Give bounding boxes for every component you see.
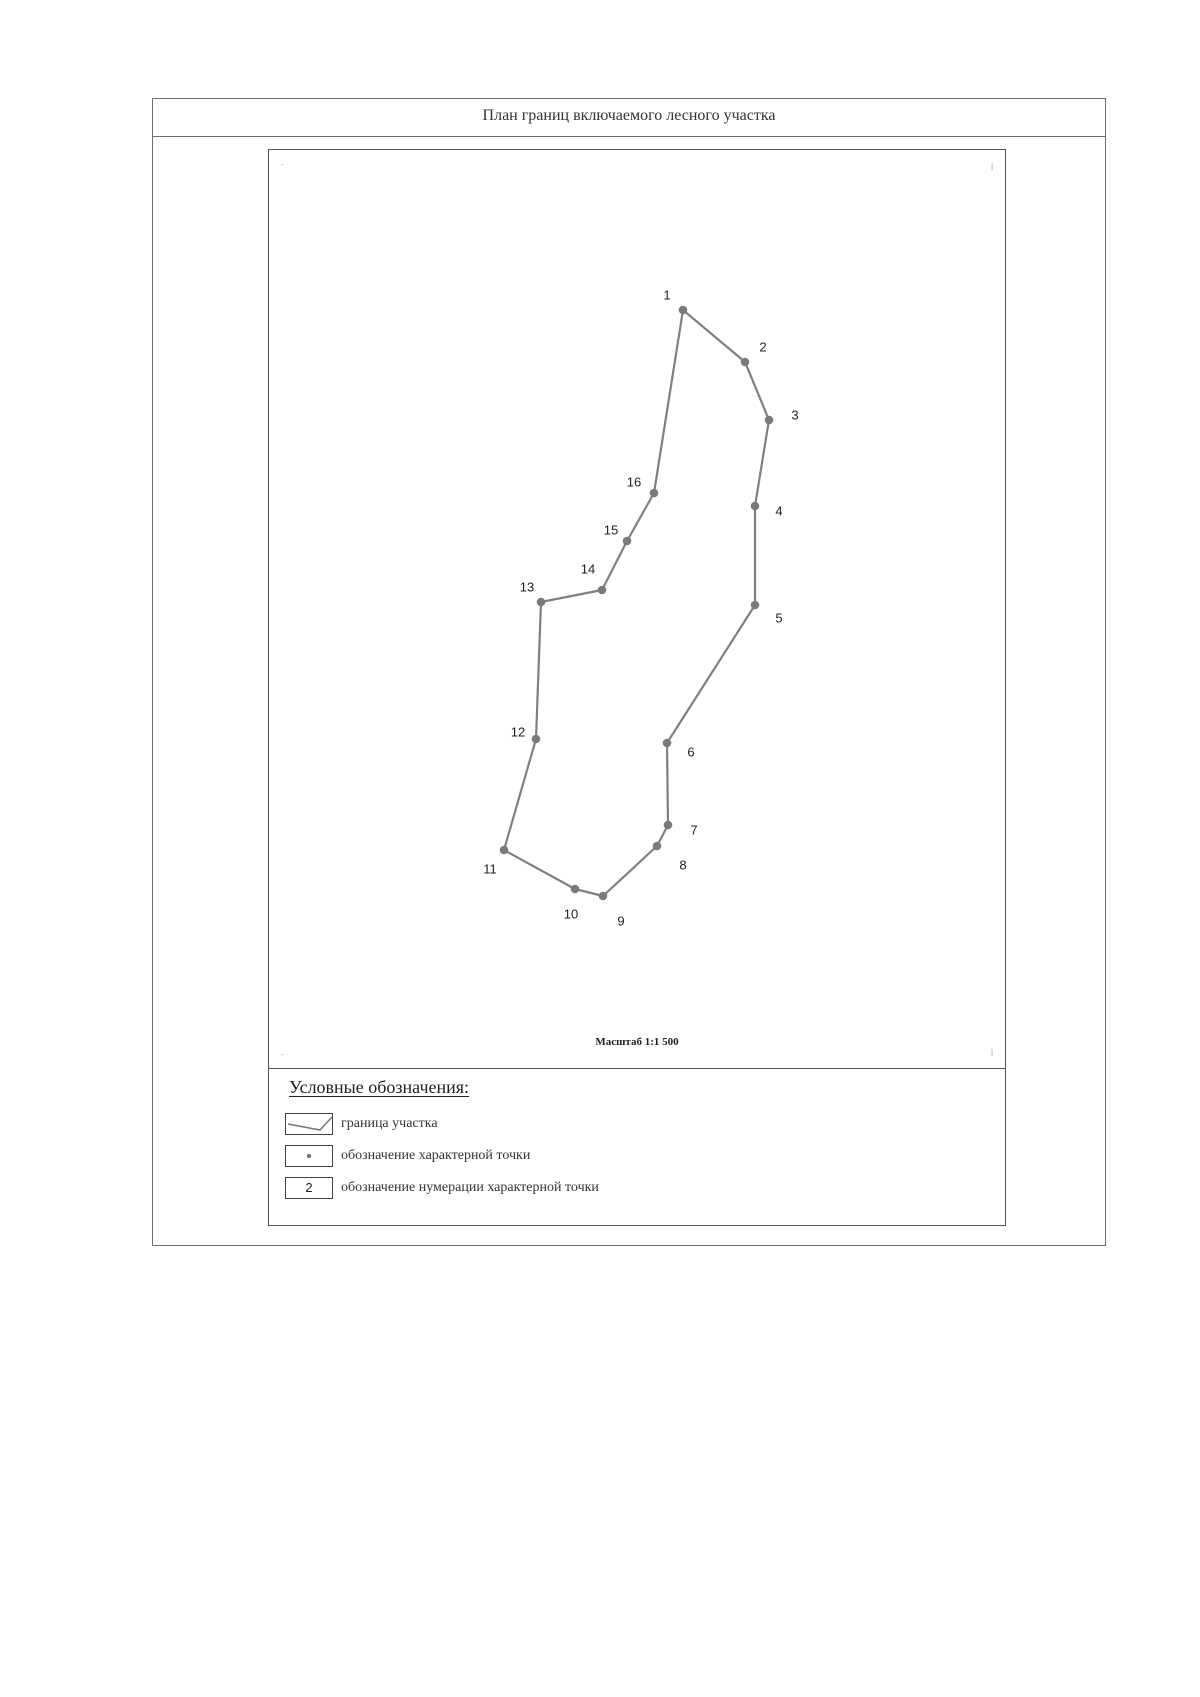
point-number-label: 16 bbox=[626, 474, 642, 490]
point-number-label: 12 bbox=[510, 724, 526, 740]
legend-title: Условные обозначения: bbox=[289, 1077, 470, 1097]
point-number-label: 6 bbox=[687, 744, 695, 760]
boundary-point bbox=[650, 489, 659, 498]
boundary-point bbox=[571, 885, 580, 894]
boundary-point bbox=[663, 739, 672, 748]
point-number-label: 5 bbox=[775, 610, 783, 626]
corner-tick: | bbox=[991, 1048, 994, 1057]
point-number-label: 3 bbox=[791, 407, 799, 423]
point-number-label: 11 bbox=[483, 861, 497, 877]
boundary-point bbox=[598, 586, 607, 595]
legend-label: обозначение нумерации характерной точки bbox=[341, 1180, 599, 1195]
map-area bbox=[269, 150, 1005, 1069]
point-number-label: 8 bbox=[679, 857, 687, 873]
page-title: План границ включаемого лесного участка bbox=[153, 99, 1105, 137]
parcel-map bbox=[269, 150, 1005, 1068]
boundary-point bbox=[500, 846, 509, 855]
boundary-point bbox=[623, 537, 632, 546]
boundary-point bbox=[751, 502, 760, 511]
point-number-label: 7 bbox=[690, 822, 698, 838]
number-sample: 2 bbox=[305, 1180, 313, 1195]
boundary-point bbox=[664, 821, 673, 830]
legend-label: граница участка bbox=[341, 1116, 438, 1131]
boundary-point bbox=[537, 598, 546, 607]
point-number-label: 1 bbox=[663, 287, 671, 303]
point-number-label: 10 bbox=[563, 906, 579, 922]
point-number-label: 15 bbox=[603, 522, 619, 538]
corner-tick: - bbox=[281, 1050, 284, 1059]
boundary-point bbox=[741, 358, 750, 367]
point-number-label: 9 bbox=[617, 913, 625, 929]
scale-label: Масштаб 1:1 500 bbox=[595, 1036, 679, 1048]
point-number-label: 13 bbox=[519, 579, 535, 595]
point-number-label: 14 bbox=[580, 561, 596, 577]
point-number-label: 2 bbox=[759, 339, 767, 355]
boundary-point bbox=[679, 306, 688, 315]
boundary-point bbox=[653, 842, 662, 851]
corner-tick: - bbox=[281, 160, 284, 169]
point-number-label: 4 bbox=[775, 503, 783, 519]
boundary-point bbox=[765, 416, 774, 425]
legend bbox=[269, 1069, 1005, 1225]
legend-label: обозначение характерной точки bbox=[341, 1148, 531, 1163]
boundary-point bbox=[599, 892, 608, 901]
boundary-point bbox=[532, 735, 541, 744]
boundary-point bbox=[751, 601, 760, 610]
boundary-line-symbol bbox=[285, 1113, 333, 1135]
point-dot-symbol bbox=[285, 1145, 333, 1167]
corner-tick: | bbox=[991, 162, 994, 171]
map-frame bbox=[268, 149, 1006, 1226]
number-box-symbol bbox=[285, 1177, 333, 1199]
